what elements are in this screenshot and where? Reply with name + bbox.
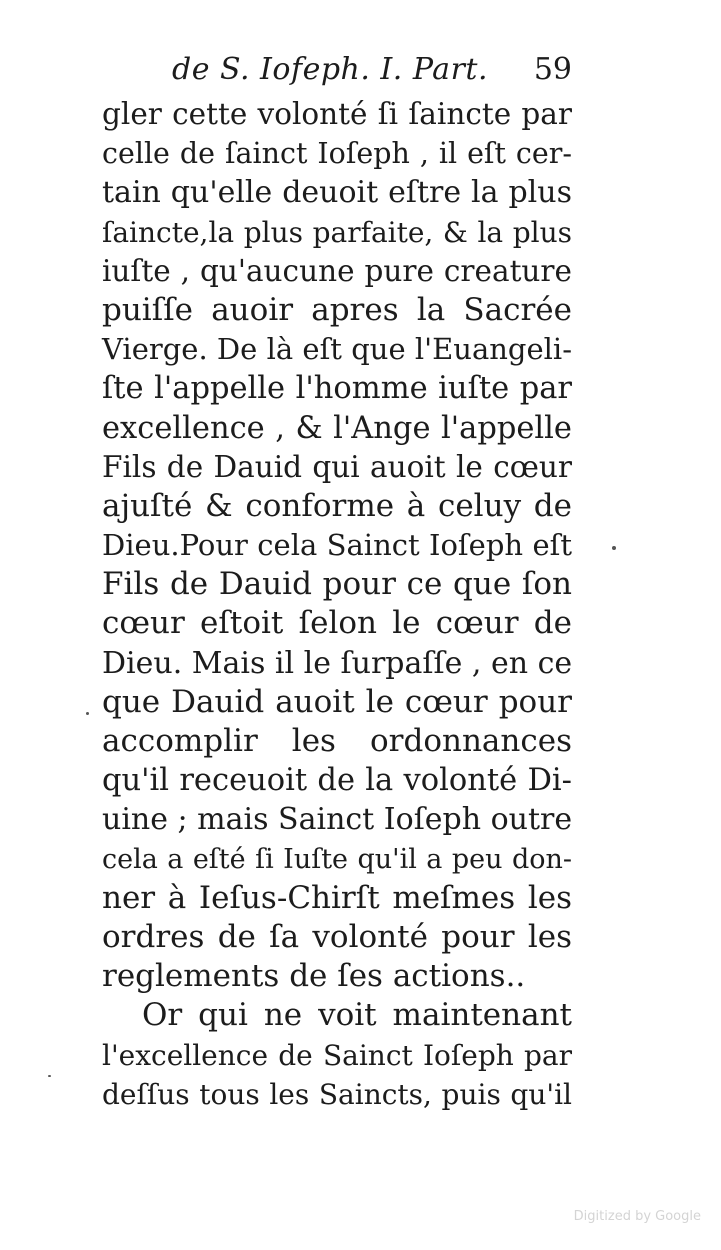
- text-line: uine ; mais Sainct Ioſeph outre: [102, 802, 573, 838]
- text-line: qu'il receuoit de la volonté Di-: [102, 763, 572, 799]
- text-line: reglements de ſes actions..: [102, 958, 526, 995]
- text-line: que Dauid auoit le cœur pour: [102, 683, 572, 720]
- text-line: tain qu'elle deuoit eſtre la plus: [102, 175, 572, 211]
- text-line: cela a eſté ſi Iuſte qu'il a peu don-: [102, 843, 572, 875]
- text-line: ordres de ſa volonté pour les: [102, 918, 572, 955]
- text-line: puiſſe auoir apres la Sacrée: [102, 291, 572, 328]
- ink-speck: [86, 712, 89, 715]
- text-line: deſſus tous les Saincts, puis qu'il: [102, 1077, 572, 1111]
- text-line: excellence , & l'Ange l'appelle: [102, 410, 572, 446]
- text-line: gler cette volonté ſi ſaincte par: [102, 97, 572, 131]
- text-line: celle de ſainct Ioſeph , il eſt cer-: [102, 137, 572, 171]
- text-line: Fils de Dauid qui auoit le cœur: [102, 449, 572, 484]
- text-line: iuſte , qu'aucune pure creature: [102, 253, 572, 288]
- ink-speck: [612, 546, 616, 550]
- text-line: Vierge. De là eſt que l'Euangeli-: [102, 332, 572, 367]
- running-title: de S. Iofeph. I. Part.: [172, 52, 488, 87]
- page-header: [172, 52, 572, 92]
- text-line: cœur eſtoit ſelon le cœur de: [102, 605, 572, 642]
- text-line: Dieu.Pour cela Sainct Ioſeph eſt: [102, 528, 572, 563]
- text-line: Fils de Dauid pour ce que ſon: [102, 566, 572, 603]
- text-line: accomplir les ordonnances: [102, 723, 572, 759]
- ink-speck: [48, 1075, 51, 1077]
- text-line: ner à Ieſus-Chirſt meſmes les: [102, 879, 572, 916]
- text-line: Dieu. Mais il le ſurpaſſe , en ce: [102, 645, 573, 681]
- body-text: [102, 95, 572, 1114]
- digitization-watermark: Digitized by Google: [573, 1209, 701, 1224]
- text-line: l'excellence de Sainct Ioſeph par: [102, 1038, 572, 1072]
- text-line: ſte l'appelle l'homme iuſte par: [102, 371, 572, 407]
- text-line: ajuſté & conforme à celuy de: [102, 487, 572, 524]
- text-line: Or qui ne voit maintenant: [142, 997, 572, 1034]
- text-line: ſaincte,la plus parfaite, & la plus: [102, 215, 572, 249]
- page-number: 59: [533, 52, 572, 87]
